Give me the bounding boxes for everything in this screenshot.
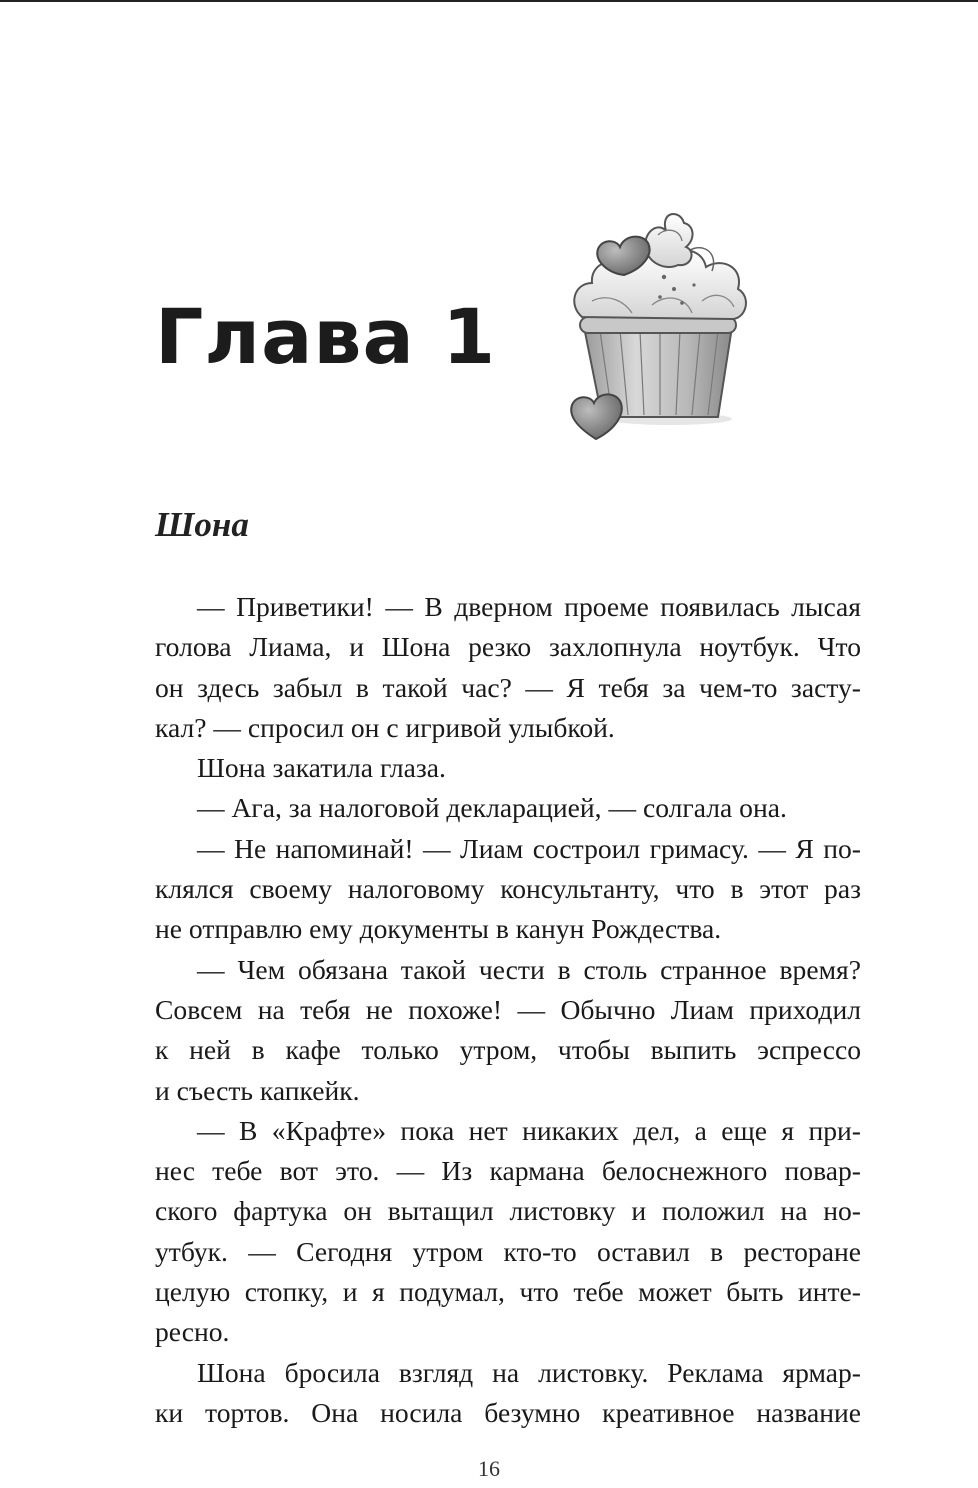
text-line: клялся своему налоговому консультанту, что в этот раз [155,873,861,905]
text-line: — В «Крафте» пока нет никаких дел, а еще я при- [197,1114,861,1146]
chapter-pov-heading: Шона [155,505,249,544]
text-line: и съесть капкейк. [155,1074,360,1106]
text-line: ского фартука он вытащил листовку и положил на но- [155,1195,861,1227]
text-line: — Не напоминай! — Лиам состроил гримасу. — Я по- [197,832,861,864]
text-line: Шона закатила глаза. [197,752,446,784]
text-line: — Ага, за налоговой декларацией, — солгала она. [197,792,787,824]
text-line: голова Лиама, и Шона резко захлопнула ноутбук. Что [155,631,861,663]
text-line: он здесь забыл в такой час? — Я тебя за чем-то засту- [155,671,861,703]
text-line: Совсем на тебя не похоже! — Обычно Лиам приходил [155,993,861,1025]
text-line: — Чем обязана такой чести в столь странное время? [197,953,861,985]
text-line: Шона бросила взгляд на листовку. Реклама ярмар- [197,1356,861,1388]
text-line: кал? — спросил он с игривой улыбкой. [155,711,615,743]
top-rule [0,0,978,2]
text-line: нес тебе вот это. — Из кармана белоснежного повар- [155,1155,861,1187]
text-line: ресно. [155,1316,230,1348]
body-text [155,587,861,1433]
text-line: утбук. — Сегодня утром кто-то оставил в ресторане [155,1235,861,1267]
text-line: не отправлю ему документы в канун Рождества. [155,913,722,945]
text-line: к ней в кафе только утром, чтобы выпить эспрессо [155,1034,861,1066]
cupcake-with-hearts-icon [562,205,752,445]
text-line: ки тортов. Она носила безумно креативное название [155,1396,861,1428]
page-number: 16 [478,1456,500,1481]
chapter-title: Глава 1 [155,292,497,381]
text-line: — Приветики! — В дверном проеме появилась лысая [197,591,861,622]
text-line: целую стопку, и я подумал, что тебе может быть инте- [155,1276,861,1308]
